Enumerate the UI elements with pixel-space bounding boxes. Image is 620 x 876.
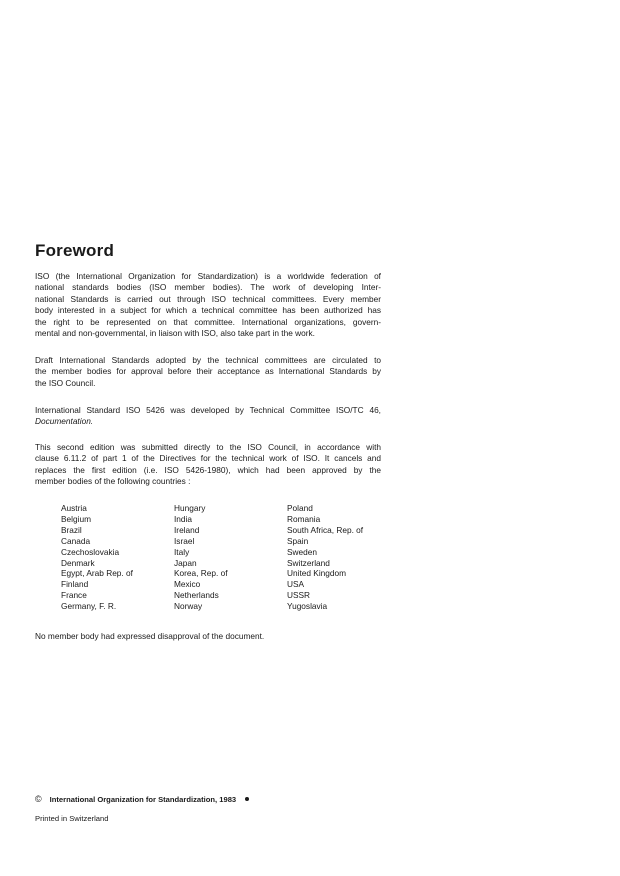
country-item: South Africa, Rep. of xyxy=(287,524,364,535)
copyright-notice xyxy=(35,794,249,804)
country-item: Hungary xyxy=(174,503,206,513)
country-item: Mexico xyxy=(174,579,201,590)
country-item: Italy xyxy=(174,546,190,557)
country-item: Canada xyxy=(61,535,91,546)
country-item: Ireland xyxy=(174,524,200,535)
country-list xyxy=(61,503,391,612)
country-item: Brazil xyxy=(61,524,82,535)
country-item: Austria xyxy=(61,503,87,513)
paragraph-no-disapproval: No member body had expressed disapproval of the document. xyxy=(35,631,265,641)
text-line: This second edition was submitted directly to the ISO Council, in accordance with xyxy=(35,442,381,452)
country-column-2 xyxy=(174,503,287,612)
paragraph-second-edition xyxy=(35,442,381,488)
country-item: Korea, Rep. of xyxy=(174,568,228,579)
country-item: Norway xyxy=(174,601,203,612)
printed-location: Printed in Switzerland xyxy=(35,814,109,823)
text-line: the member bodies for approval before their acceptance as International Standards by xyxy=(35,366,381,377)
country-item: Egypt, Arab Rep. of xyxy=(61,568,133,579)
text-line: ISO (the International Organization for Standardization) is a worldwide federation of xyxy=(35,271,381,281)
country-item: Finland xyxy=(61,579,89,590)
country-item: Belgium xyxy=(61,513,91,524)
text-line xyxy=(35,416,381,427)
text-line: Draft International Standards adopted by the technical committees are circulated to xyxy=(35,355,381,365)
country-item: Israel xyxy=(174,535,195,546)
country-item: USA xyxy=(287,579,305,590)
text-line: national Standards is carried out through ISO technical committees. Every member xyxy=(35,293,381,304)
text-line: national standards bodies (ISO member bodies). The work of developing Inter- xyxy=(35,282,381,293)
country-item: Poland xyxy=(287,503,313,513)
country-item: India xyxy=(174,513,192,524)
bullet-icon xyxy=(245,797,249,801)
page-title: Foreword xyxy=(35,241,115,260)
text-line: replaces the first edition (i.e. ISO 5426-1980), which had been approved by the xyxy=(35,464,381,475)
country-item: United Kingdom xyxy=(287,568,347,579)
text-line: the ISO Council. xyxy=(35,377,96,388)
country-item: Yugoslavia xyxy=(287,601,328,612)
country-item: Japan xyxy=(174,557,197,568)
country-item: Denmark xyxy=(61,557,95,568)
country-item: Sweden xyxy=(287,546,317,557)
text-line: body interested in a subject for which a technical committee has been authorized has xyxy=(35,305,381,316)
country-item: Spain xyxy=(287,535,309,546)
paragraph-development xyxy=(35,405,381,428)
committee-title: Documentation. xyxy=(35,416,94,427)
paragraph-iso-description xyxy=(35,271,381,339)
country-column-1 xyxy=(61,503,174,612)
copyright-text: International Organization for Standardization, 1983 xyxy=(49,794,237,804)
copyright-symbol: © xyxy=(35,794,42,804)
country-column-3 xyxy=(287,503,391,612)
country-item: Czechoslovakia xyxy=(61,546,120,557)
country-item: Romania xyxy=(287,513,321,524)
text-line: clause 6.11.2 of part 1 of the Directives for the technical work of ISO. It cancels and xyxy=(35,453,381,464)
text-line: member bodies of the following countries : xyxy=(35,476,191,487)
text-line: mental and non-governmental, in liaison with ISO, also take part in the work. xyxy=(35,328,315,339)
country-item: Germany, F. R. xyxy=(61,601,117,612)
country-item: France xyxy=(61,590,87,601)
text-line: International Standard ISO 5426 was developed by Technical Committee ISO/TC 46, xyxy=(35,405,381,415)
text-line: the right to be represented on that committee. International organizations, govern- xyxy=(35,316,381,327)
country-item: Netherlands xyxy=(174,590,219,601)
country-item: Switzerland xyxy=(287,557,330,568)
country-item: USSR xyxy=(287,590,311,601)
paragraph-draft-standards xyxy=(35,355,381,389)
